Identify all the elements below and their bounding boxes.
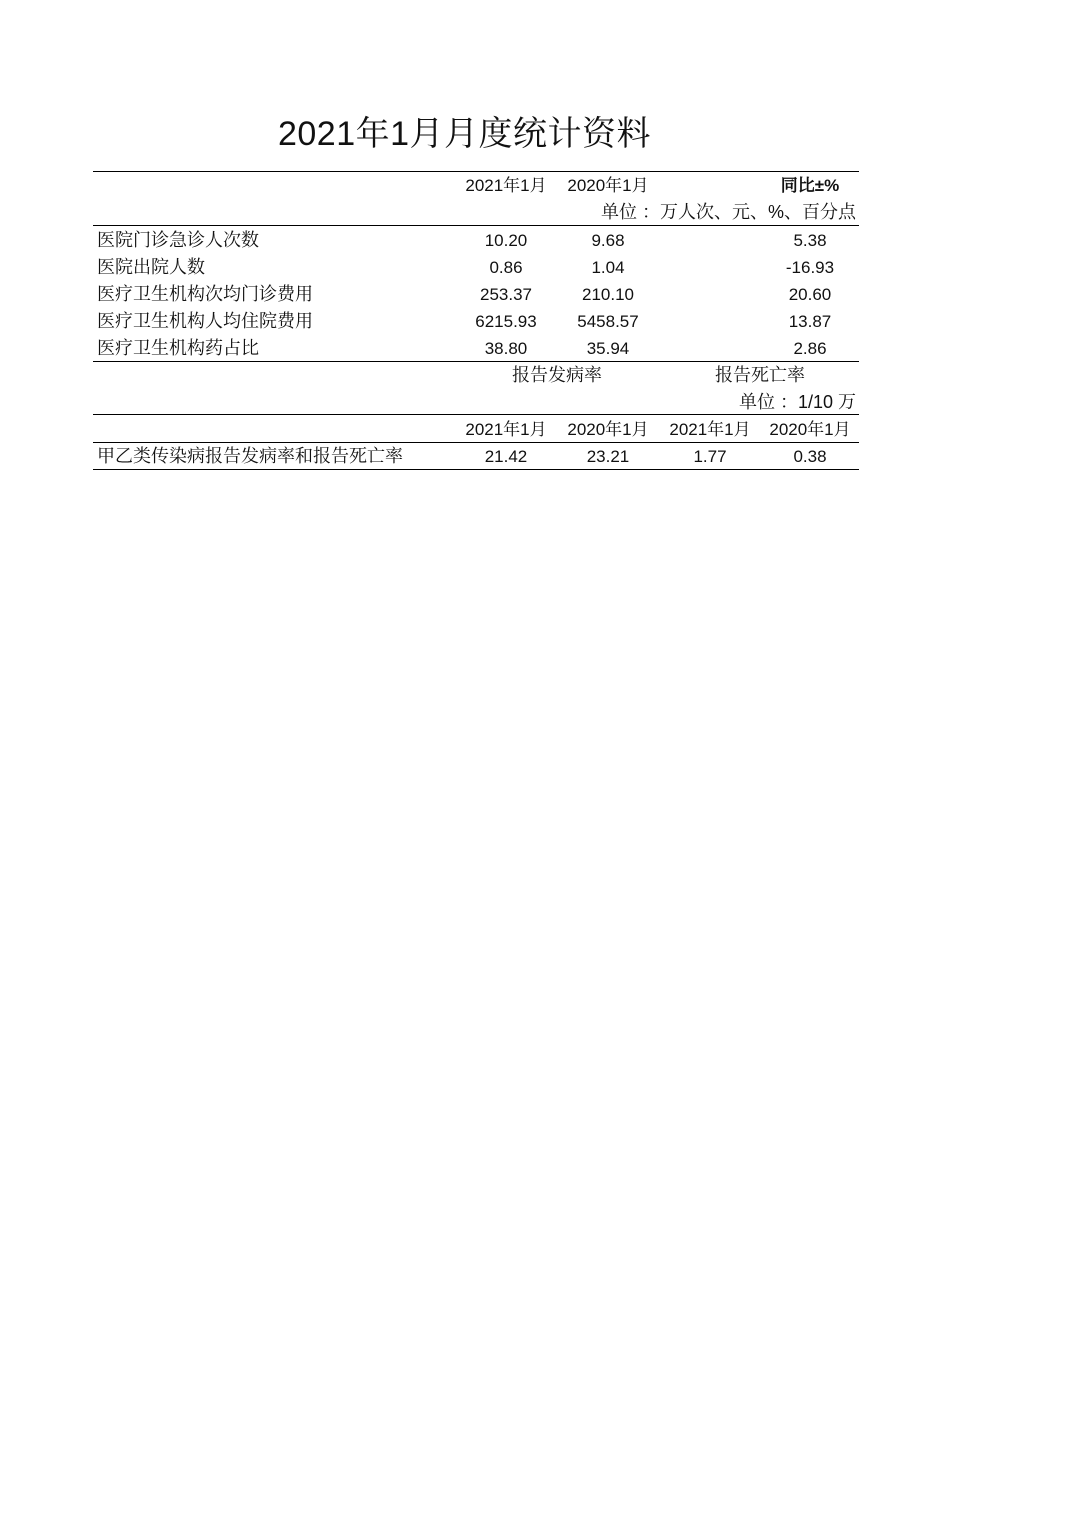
row-value-yoy: -16.93: [785, 258, 835, 277]
row-value-2020: 9.68: [591, 231, 625, 250]
row-value-incidence-2021: 21.42: [484, 447, 528, 466]
row-value-2021: 253.37: [480, 285, 532, 304]
row-value-2021: 38.80: [484, 339, 528, 358]
col-header-incidence-2021: 2021年1月: [465, 420, 547, 439]
row-value-2020: 210.10: [582, 285, 634, 304]
row-label: 医疗卫生机构次均门诊费用: [97, 284, 313, 304]
row-label: 医院门诊急诊人次数: [97, 230, 259, 250]
row-value-2020: 1.04: [591, 258, 625, 277]
row-value-mortality-2021: 1.77: [693, 447, 727, 466]
row-value-incidence-2020: 23.21: [586, 447, 630, 466]
header-rule-2: [93, 414, 859, 415]
col-header-mortality-2020: 2020年1月: [769, 420, 851, 439]
group-header-incidence: 报告发病率: [512, 365, 602, 385]
row-value-yoy: 5.38: [793, 231, 827, 250]
unit-note-1: 单位 ：万人次、元、%、百分点: [600, 202, 856, 222]
header-2020: 2020年1月: [567, 176, 649, 195]
page-title: 2021年1月月度统计资料: [277, 115, 652, 153]
row-value-yoy: 20.60: [788, 285, 832, 304]
row-value-2021: 0.86: [489, 258, 523, 277]
row-value-2021: 10.20: [484, 231, 528, 250]
row-value-mortality-2020: 0.38: [793, 447, 827, 466]
row-label: 医院出院人数: [97, 257, 205, 277]
row-label: 甲乙类传染病报告发病率和报告死亡率: [97, 446, 403, 466]
unit-note-2: 单位 ：1/10 万: [738, 392, 856, 412]
row-label: 医疗卫生机构药占比: [97, 338, 259, 358]
row-value-yoy: 2.86: [793, 339, 827, 358]
row-value-2021: 6215.93: [475, 312, 537, 331]
row-value-yoy: 13.87: [788, 312, 832, 331]
header-2021: 2021年1月: [465, 176, 547, 195]
group-header-mortality: 报告死亡率: [715, 365, 805, 385]
row-label: 医疗卫生机构人均住院费用: [97, 311, 313, 331]
table-bottom-rule: [93, 469, 859, 470]
col-header-mortality-2021: 2021年1月: [669, 420, 751, 439]
col-header-incidence-2020: 2020年1月: [567, 420, 649, 439]
header-rule-1: [93, 225, 859, 226]
header-yoy: 同比±%: [780, 176, 840, 195]
row-value-2020: 5458.57: [577, 312, 639, 331]
row-value-2020: 35.94: [586, 339, 630, 358]
